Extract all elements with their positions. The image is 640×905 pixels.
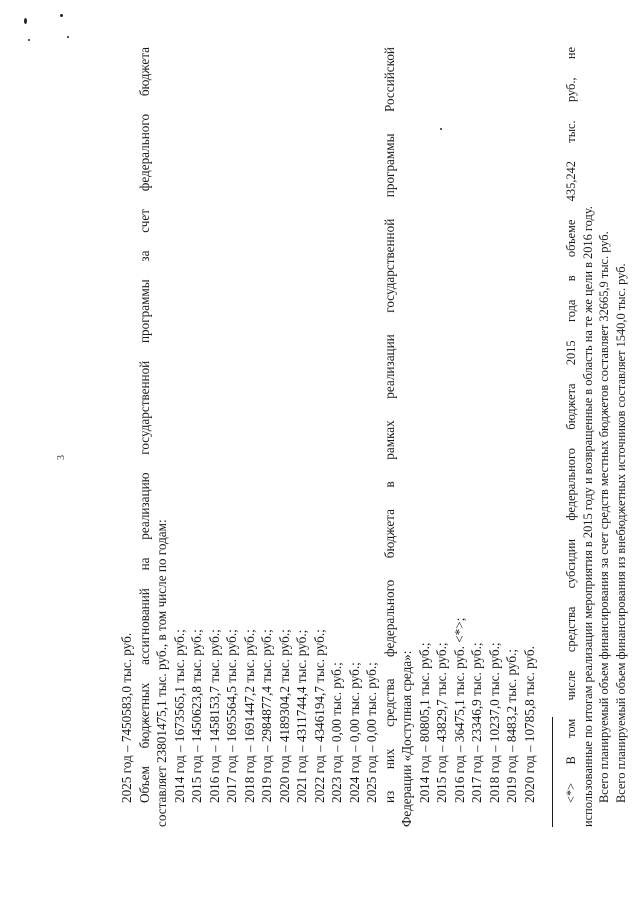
year-line: 2017 год – 1695564,5 тыс. руб.; xyxy=(224,629,239,803)
year-line: 2015 год – 43829,7 тыс. руб.; xyxy=(434,642,449,803)
year-line: 2017 год – 23346,9 тыс. руб.; xyxy=(469,642,484,803)
text-line: 2025 год – 7450583,0 тыс. руб. xyxy=(119,632,134,803)
year-line: 2021 год – 4311744,4 тыс. руб.; xyxy=(294,629,309,803)
document-body xyxy=(118,47,629,827)
footnote-line: Всего планируемый объем финансирования за счет средств местных бюджетов составляет 32665,9 тыс. руб. xyxy=(597,231,611,803)
year-line: 2023 год – 0,00 тыс. руб.; xyxy=(329,662,344,803)
year-line: 2014 год – 80805,1 тыс. руб.; xyxy=(416,642,432,803)
text-line: составляет 23801475,1 тыс. руб., в том числе по годам: xyxy=(154,519,169,827)
footnote-line: <*> В том числе средства субсидии федерального бюджета 2015 года в объеме 435,242 тыс. руб., не xyxy=(564,47,578,803)
footnote-line: Всего планируемый объем финансирования из внебюджетных источников составляет 1540,0 тыс. руб. xyxy=(613,263,628,803)
page-number: 3 xyxy=(56,455,67,460)
text-line: Федерации «Доступная среда»: xyxy=(399,650,414,827)
text-line: Объем бюджетных ассигнований на реализацию государственной программы за счет федерального бюджета xyxy=(136,47,152,803)
year-line: 2015 год – 1450623,8 тыс. руб.; xyxy=(189,629,204,803)
year-line: 2025 год – 0,00 тыс. руб.; xyxy=(364,662,379,803)
year-line: 2016 год – 36475,1 тыс. руб. <*>; xyxy=(451,617,467,803)
year-line: 2020 год – 4189304,2 тыс. руб.; xyxy=(276,629,292,803)
footnote xyxy=(563,47,629,827)
text-line: из них средства федерального бюджета в рамках реализации государственной программы Российской xyxy=(381,47,397,803)
year-line: 2019 год – 8483,2 тыс. руб.; xyxy=(504,648,519,803)
year-line: 2016 год – 1458153,7 тыс. руб.; xyxy=(206,629,222,803)
footnote-separator xyxy=(552,717,553,827)
footnote-line: использованные по итогам реализации мероприятия в 2015 году и возвращенные в область на те же цели в 2016 году. xyxy=(580,206,595,827)
year-line: 2018 год – 10237,0 тыс. руб.; xyxy=(486,642,502,803)
year-line: 2014 год – 1673565,1 тыс. руб.; xyxy=(171,629,187,803)
year-line: 2020 год – 10785,8 тыс. руб. xyxy=(521,646,537,803)
year-line: 2018 год – 1691447,2 тыс. руб.; xyxy=(241,629,257,803)
year-line: 2024 год – 0,00 тыс. руб.; xyxy=(346,662,362,803)
year-line: 2019 год – 2984877,4 тыс. руб.; xyxy=(259,629,274,803)
year-line: 2022 год – 4346194,7 тыс. руб.; xyxy=(311,629,327,803)
